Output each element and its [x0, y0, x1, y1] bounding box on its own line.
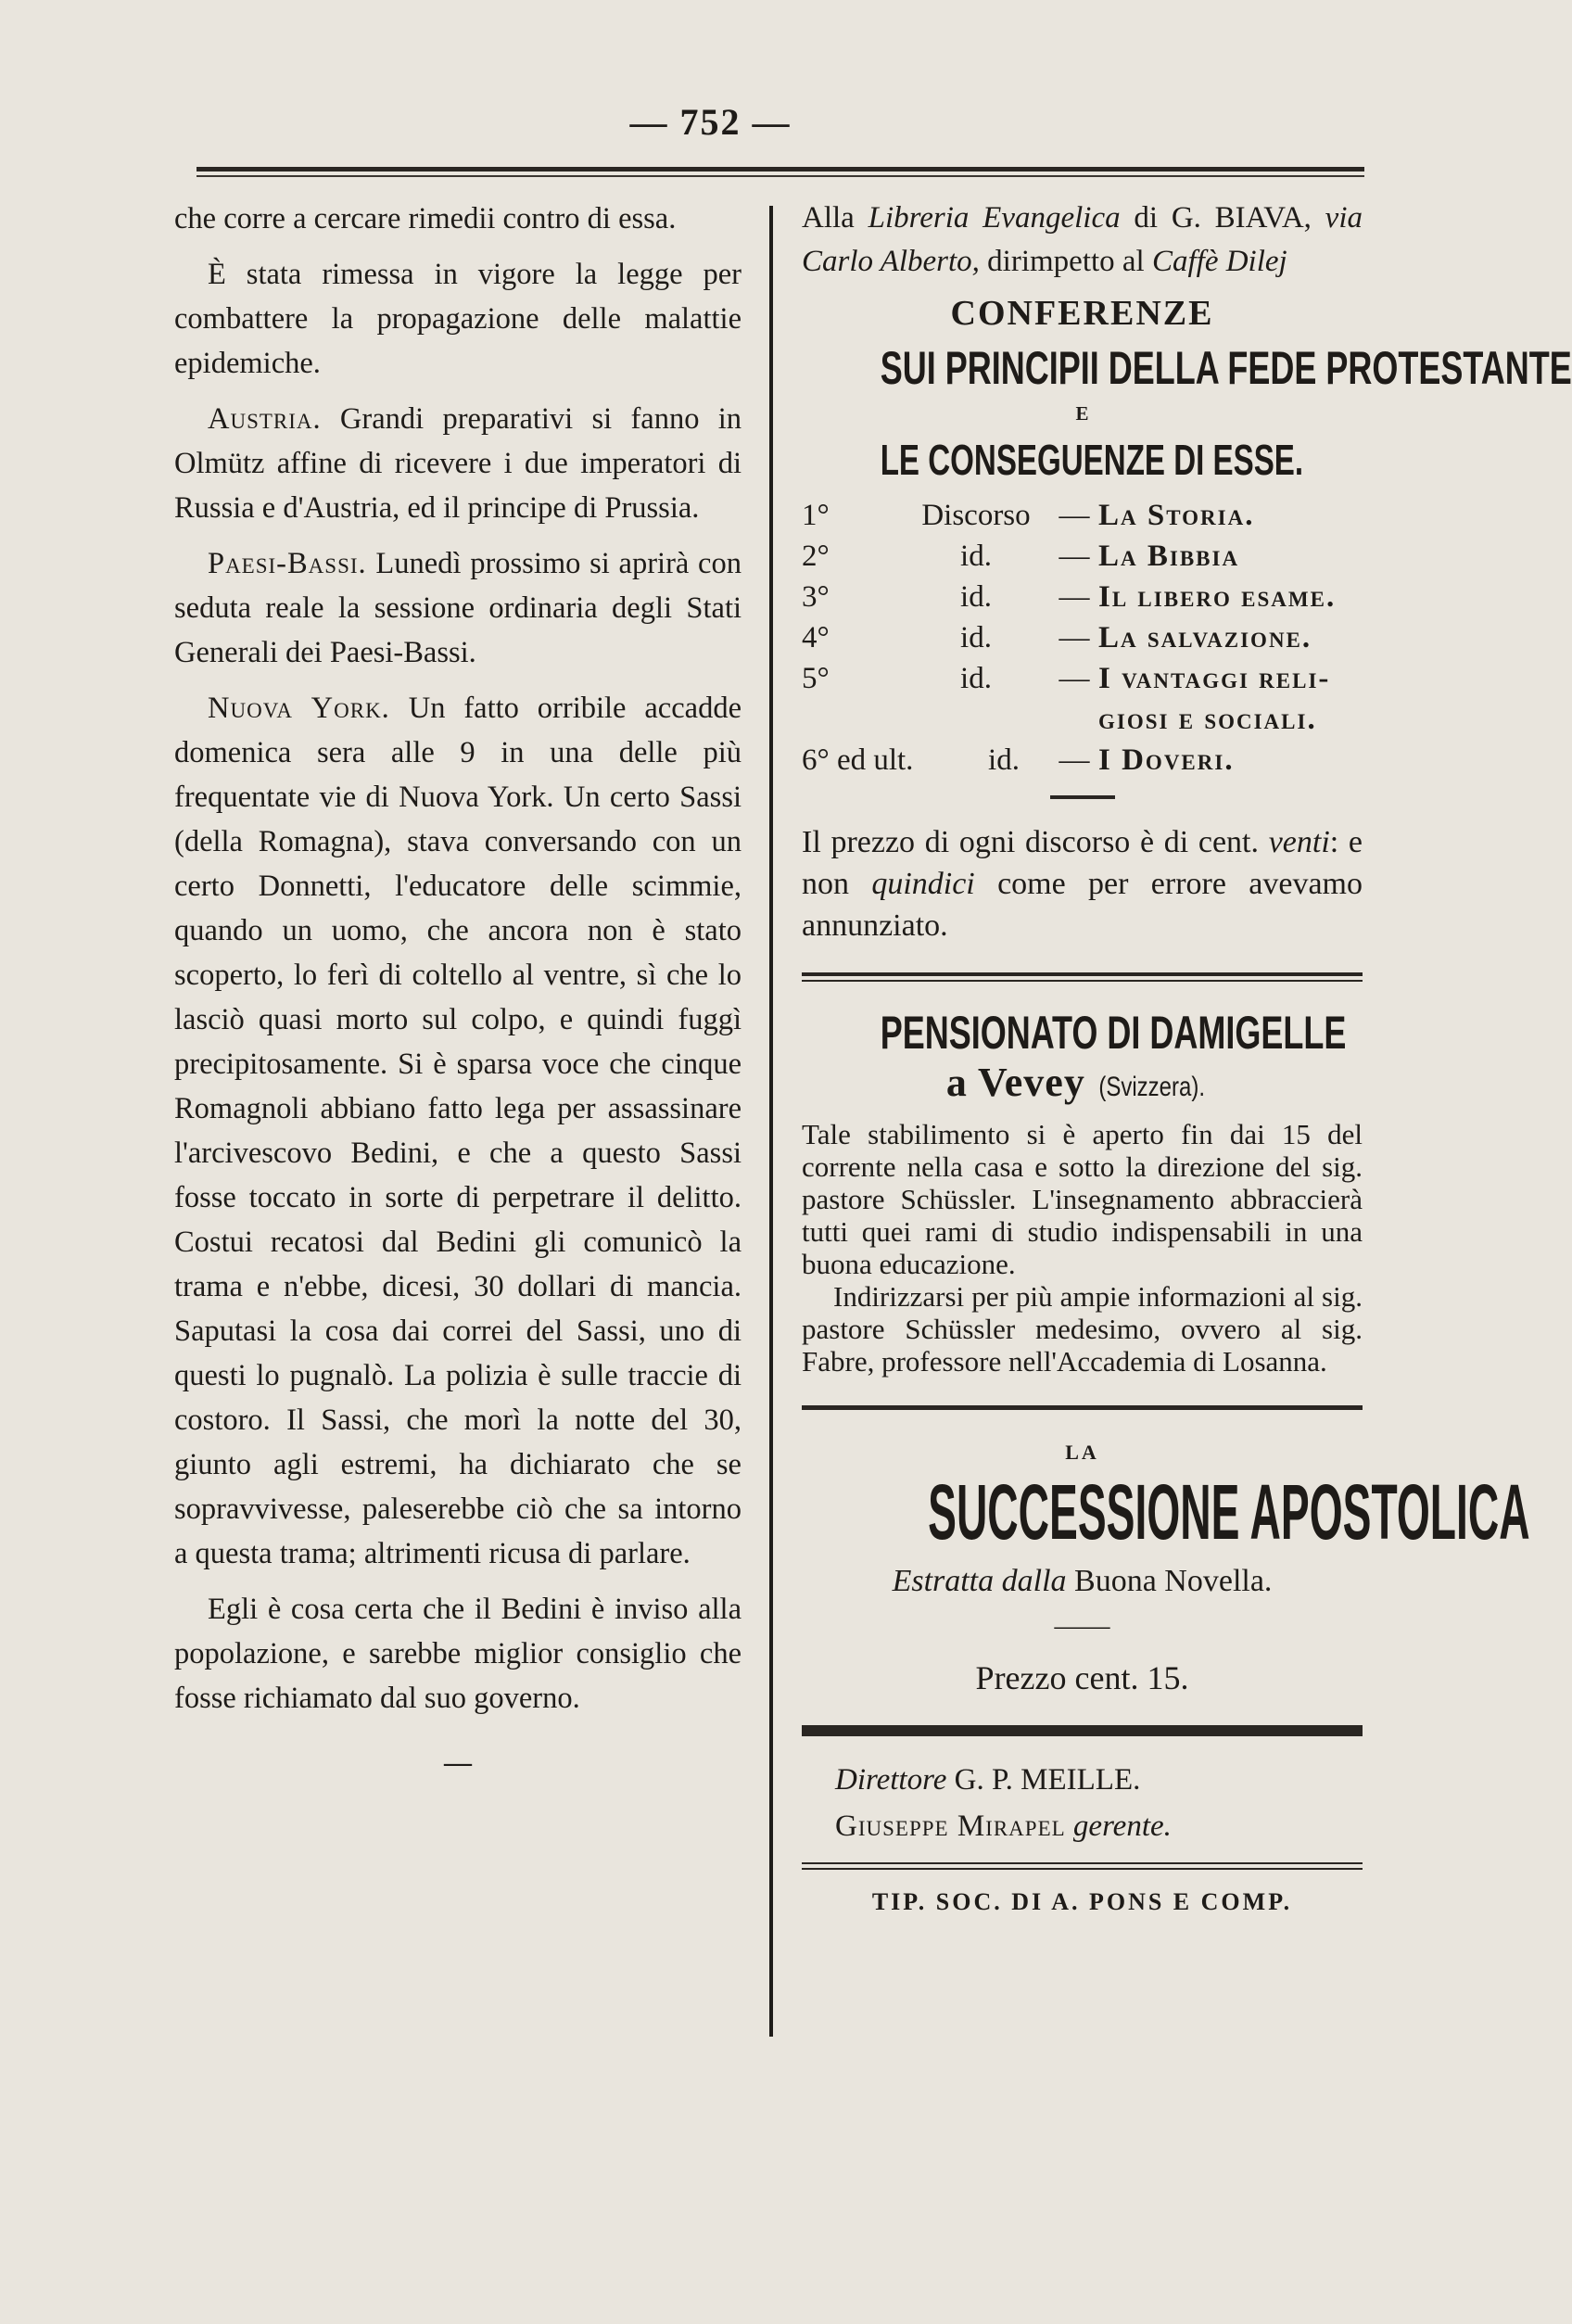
discorso-number: 5° [802, 662, 830, 695]
discorso-number: 1° [802, 499, 830, 532]
discorso-dash: — [1059, 743, 1090, 777]
discorso-number: 6° ed ult. [802, 743, 914, 777]
discorso-word: id. [960, 580, 992, 614]
libreria-mid: di G. BIAVA, [1120, 201, 1325, 235]
separator-rule [1050, 795, 1115, 799]
discorso-title: La Bibbia [1098, 540, 1240, 573]
list-item [802, 703, 1363, 743]
libreria-pre: Alla [802, 201, 868, 235]
discorso-word: Discorso [921, 499, 1031, 532]
right-column [802, 197, 1572, 1916]
estratta-line [802, 1558, 1363, 1605]
section-rule [802, 1405, 1363, 1410]
header-rule [196, 167, 1364, 171]
prezzo-notice [802, 821, 1363, 946]
conseguenze-title: LE CONSEGUENZE DI ESSE. [880, 436, 1304, 484]
header-rule-thin [196, 175, 1364, 177]
heading-nuova-york: Nuova York. [208, 692, 390, 725]
estratta-dash: —— [1054, 1610, 1110, 1641]
discorso-title: I Doveri. [1098, 743, 1235, 777]
end-mark: — [444, 1747, 472, 1778]
conferenze-title: CONFERENZE [950, 294, 1214, 333]
discorso-dash: — [1059, 540, 1090, 573]
paragraph-nuova-york [174, 686, 742, 1576]
list-item [802, 580, 1363, 621]
libreria-name: Libreria Evangelica [868, 201, 1121, 235]
heading-austria: Austria. [208, 402, 322, 436]
pensionato-paragraph-1: Tale stabilimento si è aperto fin dai 15 del corrente nella casa e sotto la direzione del sig. pastore Schüssler. L'insegnamento abbraccierà tutti quei rami di studio indispensabili in una buona educazione. [802, 1118, 1363, 1280]
left-column [174, 197, 742, 1785]
printer-line: TIP. SOC. DI A. PONS E COMP. [871, 1888, 1293, 1915]
list-item [802, 499, 1363, 540]
vevey-name: Vevey [978, 1060, 1085, 1105]
direttore-line [802, 1757, 1363, 1803]
discorso-title: giosi e sociali. [1098, 703, 1317, 736]
vevey-line [802, 1060, 1363, 1111]
principi-title: SUI PRINCIPII DELLA FEDE PROTESTANTE [880, 342, 1572, 394]
footer-double-rule [802, 1862, 1363, 1870]
prezzo-venti: venti [1268, 825, 1330, 859]
heading-paesi-bassi: Paesi-Bassi. [208, 547, 367, 580]
gerente-label: gerente. [1065, 1810, 1172, 1843]
paragraph-epidemic-law: È stata rimessa in vigore la legge per combattere la propagazione delle malattie epidemiche. [174, 258, 742, 380]
list-item [802, 540, 1363, 580]
text-austria: Grandi preparativi si fanno in Olmütz affine di ricevere i due imperatori di Russia e d'Austria, ed il principe di Prussia. [174, 402, 742, 525]
heavy-bar-rule [802, 1725, 1363, 1736]
paragraph-bedini: Egli è cosa certa che il Bedini è inviso alla popolazione, e sarebbe miglior consiglio che fosse richiamato dal suo governo. [174, 1593, 742, 1715]
paragraph-austria [174, 397, 742, 530]
pensionato-paragraph-2: Indirizzarsi per più ampie informazioni al sig. pastore Schüssler medesimo, ovvero al sig. Fabre, professore nell'Accademia di Losanna. [802, 1280, 1363, 1378]
text-paesi-bassi: Lunedì prossimo si aprirà con seduta reale la sessione ordinaria degli Stati Generali dei Paesi-Bassi. [174, 547, 742, 669]
paragraph-paesi-bassi [174, 541, 742, 675]
column-divider [769, 206, 773, 2037]
prezzo-mid: : e non [802, 825, 1363, 901]
estratta-label: Estratta dalla [892, 1564, 1067, 1598]
discorso-title: La Storia. [1098, 499, 1255, 532]
discorso-word: id. [960, 540, 992, 573]
conjunction-e: E [1075, 402, 1089, 425]
discorsi-list [802, 499, 1363, 784]
direttore-name: G. P. MEILLE. [946, 1763, 1141, 1797]
buona-novella: Buona Novella. [1066, 1564, 1273, 1598]
discorso-dash: — [1059, 621, 1090, 654]
prezzo-15: Prezzo cent. 15. [975, 1659, 1189, 1696]
successione-title: SUCCESSIONE APOSTOLICA [928, 1468, 1530, 1556]
vevey-a: a [945, 1060, 979, 1105]
pensionato-title: PENSIONATO DI DAMIGELLE [880, 1007, 1347, 1059]
discorso-number: 4° [802, 621, 830, 654]
discorso-number: 3° [802, 580, 830, 614]
vevey-country: (Svizzera). [1098, 1072, 1205, 1102]
list-item [802, 743, 1363, 784]
direttore-label: Direttore [835, 1763, 947, 1797]
la-label: LA [1065, 1441, 1099, 1464]
discorso-dash: — [1059, 499, 1090, 532]
list-item [802, 621, 1363, 662]
paragraph-continuation: che corre a cercare rimedii contro di essa. [174, 202, 677, 235]
text-nuova-york: Un fatto orribile accadde domenica sera alle 9 in una delle più frequentate vie di Nuova York. Un certo Sassi (della Romagna), stava conversando con un certo Donnetti, l'educatore delle scimmie, quando un uomo, che ancora non è stato scoperto, lo ferì di coltello al ventre, sì che lo lasciò quasi morto sul colpo, e quindi fuggì precipitosamente. Si è sparsa voce che cinque Romagnoli abbiano fatto lega per assassinare l'arcivescovo Bedini, e che a questo Sassi fosse toccato in sorte di perpetrare il delitto. Costui recatosi dal Bedini gli comunicò la trama e n'ebbe, dicesi, 30 dollari di mancia. Saputasi la cosa dai correi del Sassi, uno di questi lo pugnalò. La polizia è sulle traccie di costoro. Il Sassi, che morì la notte del 30, giunto agli estremi, ha dichiarato che se sopravvivesse, paleserebbe ciò che sa intorno a questa trama; altrimenti ricusa di parlare. [174, 692, 742, 1570]
section-double-rule [802, 972, 1363, 982]
discorso-title: I vantaggi reli- [1098, 662, 1331, 695]
page-number: — 752 — [629, 101, 792, 143]
libreria-dirimpetto: dirimpetto al [979, 245, 1152, 278]
discorso-dash: — [1059, 662, 1090, 695]
libreria-notice [802, 197, 1363, 284]
discorso-word: id. [960, 662, 992, 695]
list-item [802, 662, 1363, 703]
gerente-name: Giuseppe Mirapel [835, 1810, 1066, 1843]
libreria-via: via Carlo Alberto, [802, 201, 1363, 278]
prezzo-post: come per errore avevamo annunziato. [802, 867, 1363, 943]
pensionato-text [802, 1118, 1363, 1378]
libreria-caffe: Caffè Dilej [1151, 245, 1287, 278]
prezzo-quindici: quindici [871, 867, 975, 901]
discorso-word: id. [960, 621, 992, 654]
discorso-title: Il libero esame. [1098, 580, 1337, 614]
discorso-dash: — [1059, 580, 1090, 614]
gerente-line [802, 1803, 1363, 1849]
prezzo-pre: Il prezzo di ogni discorso è di cent. [802, 825, 1269, 859]
discorso-number: 2° [802, 540, 830, 573]
discorso-word: id. [988, 743, 1020, 777]
discorso-title: La salvazione. [1098, 621, 1312, 654]
